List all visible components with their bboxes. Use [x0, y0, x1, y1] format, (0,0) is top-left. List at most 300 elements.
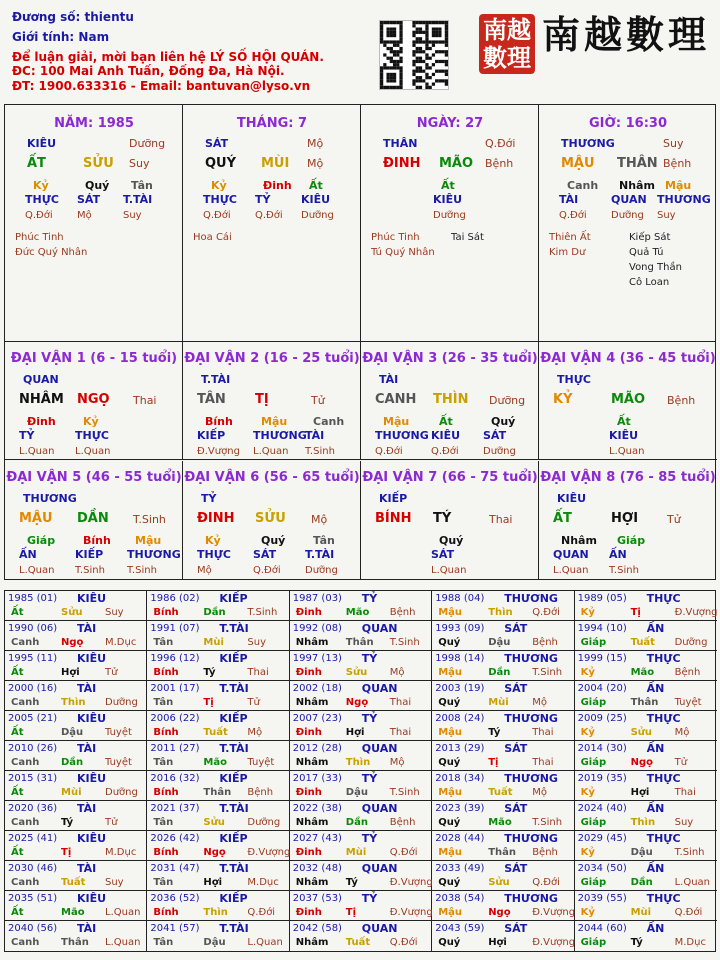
dai-van-stem: ẤT [553, 511, 572, 526]
year-cell [432, 831, 574, 861]
year-branch: Mão [488, 817, 512, 828]
year-label: 2022 (38) [292, 803, 342, 814]
year-tengod: T.TÀI [219, 802, 249, 815]
year-tengod: KIẾP [219, 832, 248, 845]
dv-hidden-state: Q.Đới [253, 565, 281, 576]
year-cell [290, 651, 432, 681]
year-state: Bệnh [247, 787, 274, 798]
pillar-stem: ẤT [27, 156, 46, 171]
year-tengod: KIẾP [219, 592, 248, 605]
pillar-branch: SỬU [83, 156, 114, 171]
year-tengod: THỰC [646, 892, 681, 905]
dv-hidden-state: L.Quan [19, 565, 55, 576]
year-state: Dưỡng [105, 787, 138, 798]
year-label: 2036 (52) [150, 893, 200, 904]
dai-van-state: Thai [133, 394, 157, 407]
year-state: Tuyệt [105, 727, 132, 738]
year-stem: Mậu [438, 727, 463, 738]
year-cell [147, 621, 289, 651]
dai-van-title: ĐẠI VẬN 8 (76 - 85 tuổi) [540, 470, 716, 485]
year-branch: Ngọ [488, 907, 511, 918]
year-cell [290, 711, 432, 741]
year-label: 2026 (42) [150, 833, 200, 844]
year-stem: Ất [11, 667, 24, 678]
year-branch: Tị [630, 607, 641, 618]
year-cell [575, 861, 717, 891]
year-branch: Hợi [203, 877, 223, 888]
year-state: Q.Đới [247, 907, 276, 918]
year-branch: Sửu [488, 877, 510, 888]
year-branch: Dậu [203, 937, 226, 948]
dai-van-branch: TÝ [433, 511, 452, 526]
year-tengod: T.TÀI [219, 742, 249, 755]
dai-van-stem: CANH [375, 392, 417, 407]
year-state: Thai [389, 727, 412, 738]
dv-hidden-tengod: KIÊU [431, 429, 461, 442]
year-tengod: THỰC [646, 712, 681, 725]
dv-hidden-state: Mộ [197, 565, 212, 576]
dv-hidden-tengod: TÀI [305, 429, 325, 442]
year-cell [147, 591, 289, 621]
dai-van-branch: MÃO [611, 392, 646, 407]
dai-van-state: Dưỡng [489, 394, 526, 407]
year-branch: Thân [203, 787, 232, 798]
year-cell [147, 921, 289, 951]
year-stem: Ất [11, 787, 24, 798]
year-cell [5, 621, 147, 651]
year-stem: Đinh [295, 667, 322, 678]
hidden-state: Dưỡng [433, 210, 466, 221]
year-state: Mộ [247, 727, 263, 738]
year-tengod: THƯƠNG [504, 652, 558, 665]
year-label: 1988 (04) [435, 593, 485, 604]
year-cell [5, 861, 147, 891]
year-tengod: THƯƠNG [504, 772, 558, 785]
year-state: Suy [247, 637, 266, 648]
dv-hidden-state: L.Quan [253, 446, 289, 457]
pillar-branch: MÃO [439, 156, 474, 171]
year-state: Q.Đới [389, 847, 418, 858]
dv-hidden-state: L.Quan [553, 565, 589, 576]
dv-hidden-state: Q.Đới [375, 446, 403, 457]
year-label: 2037 (53) [292, 893, 342, 904]
pillar-tengod: THÂN [383, 137, 418, 150]
year-label: 2021 (37) [150, 803, 200, 814]
year-label: 2005 (21) [8, 713, 58, 724]
year-state: Thai [532, 727, 554, 738]
dv-hidden-state: Q.Đới [431, 446, 459, 457]
year-cell [575, 921, 717, 951]
dv-hidden-tengod: T.TÀI [305, 548, 335, 561]
year-tengod: SÁT [504, 622, 528, 635]
dai-van-5 [5, 461, 183, 579]
year-cell [432, 591, 574, 621]
year-cell [432, 801, 574, 831]
year-cell [5, 591, 147, 621]
star-right: Kiếp Sát [629, 232, 671, 243]
year-label: 2014 (30) [577, 743, 627, 754]
dai-van-state: T.Sinh [133, 513, 166, 526]
year-label: 2031 (47) [150, 863, 200, 874]
hidden-stem: Canh [567, 179, 599, 192]
pillar-branch-state: Suy [129, 157, 150, 170]
qr-code-icon [379, 20, 449, 90]
year-state: Mộ [532, 787, 547, 798]
year-cell [147, 801, 289, 831]
year-cell [575, 651, 717, 681]
year-state: T.Sinh [532, 817, 563, 828]
year-label: 2020 (36) [8, 803, 58, 814]
dai-van-title: ĐẠI VẬN 7 (66 - 75 tuổi) [362, 470, 538, 485]
year-branch: Tị [61, 847, 72, 858]
year-state: Tuyệt [105, 757, 132, 768]
pillar-tengod: SÁT [205, 137, 229, 150]
seal-logo-icon: 南越 數理 [479, 14, 535, 74]
dv-hidden-stem: Quý [439, 534, 464, 547]
year-branch: Sửu [630, 727, 653, 738]
year-tengod: TÀI [77, 622, 97, 635]
year-cell [290, 921, 432, 951]
dai-van-4 [539, 342, 717, 460]
year-branch: Thân [488, 847, 516, 858]
dv-hidden-stem: Mậu [383, 415, 410, 428]
hidden-state: Q.Đới [559, 210, 587, 221]
hidden-tengod: THỰC [203, 193, 237, 206]
star-left: Đức Quý Nhân [15, 247, 88, 258]
dv-hidden-stem: Quý [491, 415, 516, 428]
year-tengod: ẤN [646, 742, 665, 755]
year-state: Q.Đới [674, 907, 703, 918]
year-stem: Tân [153, 877, 174, 888]
year-label: 2044 (60) [577, 923, 627, 934]
hidden-state: Q.Đới [203, 210, 231, 221]
year-cell [5, 711, 147, 741]
year-state: L.Quan [105, 937, 141, 948]
pillar-branch-state: Mộ [307, 157, 324, 170]
year-branch: Tý [488, 727, 501, 738]
year-cell [5, 651, 147, 681]
year-cell [5, 921, 147, 951]
year-state: Đ.Vượng [389, 907, 433, 918]
hidden-tengod: T.TÀI [123, 193, 153, 206]
year-cell [147, 861, 289, 891]
year-tengod: KIÊU [77, 652, 107, 665]
year-stem: Đinh [295, 787, 322, 798]
dai-van-branch: TỊ [255, 392, 269, 407]
hidden-stem: Đinh [263, 179, 292, 192]
year-tengod: THỰC [646, 772, 681, 785]
year-branch: Hợi [488, 937, 507, 948]
star-right: Vong Thần [629, 262, 682, 273]
year-cell [575, 801, 717, 831]
year-cell [290, 891, 432, 921]
dv-hidden-stem: Mậu [135, 534, 162, 547]
year-state: Tử [247, 697, 260, 708]
year-label: 2008 (24) [435, 713, 485, 724]
year-state: L.Quan [247, 937, 283, 948]
star-left: Kim Dư [549, 247, 586, 258]
hidden-state: Suy [123, 210, 142, 221]
year-tengod: T.TÀI [219, 682, 249, 695]
year-state: M.Dục [247, 877, 279, 888]
dv-hidden-tengod: ẤN [609, 548, 627, 561]
hidden-tengod: TÀI [559, 193, 579, 206]
year-tengod: SÁT [504, 862, 528, 875]
year-stem: Bính [153, 907, 179, 918]
hidden-stem: Nhâm [619, 179, 655, 192]
hidden-state: Suy [657, 210, 676, 221]
year-stem: Mậu [438, 787, 463, 798]
dv-hidden-tengod: SÁT [253, 548, 277, 561]
year-branch: Sửu [203, 817, 225, 828]
dv-hidden-tengod: THỰC [75, 429, 109, 442]
year-branch: Dậu [61, 727, 84, 738]
year-cell [147, 741, 289, 771]
year-state: Mộ [389, 667, 405, 678]
year-cell [575, 771, 717, 801]
year-tengod: THƯƠNG [504, 892, 558, 905]
year-branch: Tuất [203, 727, 228, 738]
year-state: Dưỡng [674, 637, 708, 648]
year-label: 2003 (19) [435, 683, 485, 694]
year-stem: Nhâm [295, 877, 329, 888]
year-tengod: TỶ [361, 892, 378, 905]
year-state: Tử [105, 667, 118, 678]
year-branch: Ngọ [203, 847, 226, 858]
year-state: Q.Đới [532, 877, 560, 888]
year-tengod: ẤN [646, 802, 665, 815]
year-label: 2032 (48) [292, 863, 342, 874]
year-tengod: THƯƠNG [504, 712, 558, 725]
hidden-stem: Quý [85, 179, 110, 192]
dai-van-branch: NGỌ [77, 392, 110, 407]
year-branch: Sửu [345, 667, 368, 678]
dv-hidden-state: T.Sinh [609, 565, 639, 576]
year-label: 2039 (55) [577, 893, 627, 904]
year-label: 1990 (06) [8, 623, 58, 634]
dv-hidden-stem: Giáp [617, 534, 646, 547]
pillar-state: Suy [663, 137, 684, 150]
year-state: Bệnh [389, 607, 416, 618]
hidden-tengod: KIÊU [433, 193, 463, 206]
year-tengod: THỰC [646, 592, 681, 605]
year-stem: Tân [153, 937, 174, 948]
year-cell [432, 741, 574, 771]
year-branch: Dần [345, 817, 368, 828]
year-stem: Bính [153, 727, 179, 738]
dai-van-branch: HỢI [611, 511, 639, 526]
year-label: 1987 (03) [292, 593, 342, 604]
year-branch: Dần [488, 667, 511, 678]
year-stem: Canh [11, 937, 40, 948]
year-label: 2023 (39) [435, 803, 485, 814]
year-branch: Ngọ [630, 757, 653, 768]
year-stem: Bính [153, 847, 179, 858]
year-cell [5, 741, 147, 771]
year-branch: Ngọ [61, 637, 84, 648]
hidden-state: Q.Đới [255, 210, 283, 221]
year-stem: Canh [11, 637, 40, 648]
year-state: Dưỡng [247, 817, 281, 828]
year-branch: Mùi [345, 847, 367, 858]
year-state: T.Sinh [389, 637, 420, 648]
year-label: 1985 (01) [8, 593, 58, 604]
hidden-stem: Tân [131, 179, 153, 192]
dv-hidden-tengod: KIÊU [609, 429, 639, 442]
year-state: Thai [389, 697, 412, 708]
dai-van-tengod: T.TÀI [201, 373, 231, 386]
dv-hidden-state: L.Quan [431, 565, 467, 576]
year-branch: Hợi [630, 787, 650, 798]
year-tengod: KIẾP [219, 772, 248, 785]
year-cell [290, 741, 432, 771]
year-branch: Tý [61, 817, 74, 828]
year-label: 1999 (15) [577, 653, 627, 664]
year-label: 2009 (25) [577, 713, 627, 724]
year-stem: Quý [438, 757, 461, 768]
year-state: M.Dục [674, 937, 706, 948]
year-cell [147, 891, 289, 921]
year-label: 2002 (18) [292, 683, 342, 694]
year-state: Q.Đới [532, 607, 560, 618]
year-branch: Tý [203, 667, 216, 678]
year-stem: Bính [153, 667, 179, 678]
name-line: Đương số: thientu [12, 10, 134, 24]
year-cell [575, 741, 717, 771]
year-branch: Tý [630, 937, 643, 948]
year-tengod: KIẾP [219, 712, 248, 725]
year-branch: Thân [630, 697, 659, 708]
year-stem: Canh [11, 877, 40, 888]
year-tengod: TÀI [77, 922, 97, 935]
year-cell [147, 771, 289, 801]
year-label: 2015 (31) [8, 773, 58, 784]
year-state: Dưỡng [105, 697, 138, 708]
phone-email-line: ĐT: 1900.633316 - Email: bantuvan@lyso.vn [12, 79, 311, 93]
year-stem: Tân [153, 817, 174, 828]
dai-van-panel [4, 342, 716, 580]
hidden-stem: Ất [309, 179, 323, 192]
year-stem: Ất [11, 907, 24, 918]
year-branch: Mão [203, 757, 227, 768]
dv-hidden-tengod: QUAN [553, 548, 589, 561]
year-branch: Tuất [345, 937, 371, 948]
year-branch: Tuất [61, 877, 86, 888]
year-state: Thai [674, 787, 696, 798]
year-tengod: TÀI [77, 682, 97, 695]
year-branch: Mùi [488, 697, 509, 708]
year-cell [575, 591, 717, 621]
dai-van-branch: DẦN [77, 511, 109, 526]
year-state: Đ.Vượng [532, 907, 576, 918]
year-stem: Đinh [295, 907, 322, 918]
year-tengod: KIÊU [77, 772, 107, 785]
year-stem: Tân [153, 697, 174, 708]
year-state: L.Quan [674, 877, 711, 888]
year-stem: Quý [438, 937, 461, 948]
star-left: Phúc Tinh [371, 232, 420, 243]
dv-hidden-stem: Bính [205, 415, 233, 428]
dv-hidden-stem: Ất [439, 415, 453, 428]
dai-van-stem: NHÂM [19, 392, 64, 407]
year-stem: Quý [438, 697, 461, 708]
year-state: Đ.Vượng [389, 877, 433, 888]
dv-hidden-tengod: KIẾP [75, 548, 104, 561]
year-branch: Mão [345, 607, 370, 618]
dai-van-title: ĐẠI VẬN 1 (6 - 15 tuổi) [10, 351, 178, 366]
header [0, 0, 720, 100]
dai-van-tengod: THƯƠNG [23, 492, 77, 505]
year-cell [432, 621, 574, 651]
year-branch: Thân [61, 937, 89, 948]
year-label: 2042 (58) [292, 923, 342, 934]
star-right: Tai Sát [451, 232, 484, 243]
year-stem: Kỷ [580, 787, 595, 798]
year-label: 1994 (10) [577, 623, 627, 634]
year-tengod: TÀI [77, 862, 97, 875]
year-tengod: THƯƠNG [504, 592, 558, 605]
year-state: Tuyệt [674, 697, 702, 708]
year-label: 1989 (05) [577, 593, 627, 604]
dv-hidden-stem: Kỷ [205, 534, 221, 547]
year-label: 2012 (28) [292, 743, 342, 754]
hidden-tengod: THỰC [25, 193, 59, 206]
pillar-tengod: KIÊU [27, 137, 57, 150]
year-state: Mộ [389, 757, 405, 768]
year-stem: Kỷ [580, 667, 595, 678]
year-tengod: TỶ [361, 772, 378, 785]
contact-intro: Để luận giải, mời bạn liên hệ LÝ SỐ HỘI QUÁN. [12, 50, 324, 64]
hidden-state: Q.Đới [25, 210, 53, 221]
year-cell [575, 711, 717, 741]
year-branch: Dậu [345, 787, 368, 798]
hidden-tengod: TỶ [255, 193, 271, 206]
dv-hidden-state: T.Sinh [75, 565, 105, 576]
year-cell [432, 681, 574, 711]
dv-hidden-tengod: ẤN [19, 548, 37, 561]
dv-hidden-state: Dưỡng [305, 565, 338, 576]
dai-van-title: ĐẠI VẬN 3 (26 - 35 tuổi) [362, 351, 538, 366]
year-state: Tử [674, 757, 688, 768]
dv-hidden-stem: Bính [83, 534, 111, 547]
year-cell [575, 681, 717, 711]
hidden-state: Mộ [77, 210, 92, 221]
pillar-title: NGÀY: 27 [416, 116, 484, 131]
dai-van-stem: BÍNH [375, 511, 412, 526]
year-state: Đ.Vượng [247, 847, 291, 858]
pillar-state: Mộ [307, 137, 324, 150]
four-pillars-panel [4, 104, 716, 342]
year-state: Suy [674, 817, 694, 828]
year-cell [575, 891, 717, 921]
year-stem: Mậu [438, 847, 463, 858]
year-stem: Quý [438, 877, 461, 888]
pillar-branch-state: Bệnh [663, 157, 692, 170]
dai-van-7 [361, 461, 539, 579]
year-tengod: T.TÀI [219, 622, 249, 635]
year-cell [147, 831, 289, 861]
dai-van-title: ĐẠI VẬN 6 (56 - 65 tuổi) [184, 470, 360, 485]
dai-van-2 [183, 342, 361, 460]
year-tengod: TÀI [77, 742, 97, 755]
pillar-title: GIỜ: 16:30 [589, 116, 667, 131]
year-tengod: QUAN [361, 742, 398, 755]
year-state: T.Sinh [389, 787, 420, 798]
year-state: Bệnh [389, 817, 416, 828]
year-branch: Dần [61, 757, 84, 768]
dai-van-branch: THÌN [433, 392, 469, 407]
year-label: 2033 (49) [435, 863, 485, 874]
